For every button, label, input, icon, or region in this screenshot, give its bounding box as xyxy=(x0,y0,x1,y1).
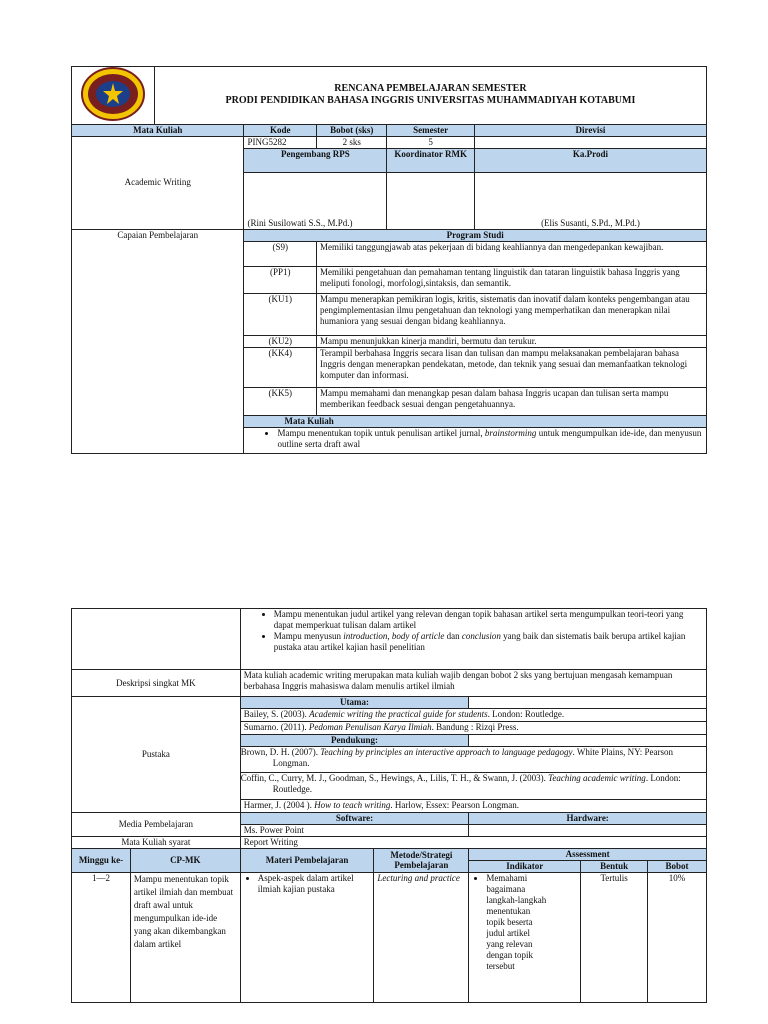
hardware-value xyxy=(469,825,707,837)
reference-item: Coffin, C., Curry, M. J., Goodman, S., Hewings, A., Lilis, T. H., & Swann, J. (2003). Teaching academic writing. London: Routledge. xyxy=(240,773,706,800)
pustaka-label: Pustaka xyxy=(72,697,241,813)
cpmk-header: CP-MK xyxy=(130,848,240,872)
cpl-code: (KU2) xyxy=(244,335,317,347)
list-item: • Mampu menentukan topik untuk penulisan artikel jurnal, brainstorming untuk mengumpulkan ide-ide, dan menyusun outline serta draft awal xyxy=(277,428,703,450)
hardware-header: Hardware: xyxy=(469,813,707,825)
reference-item: Sumarno. (2011). Pedoman Penulisan Karya Ilmiah. Bandung : Rizqi Press. xyxy=(240,722,706,735)
program-studi-header: Program Studi xyxy=(244,229,707,241)
cpl-text: Terampil berbahasa Inggris secara lisan dan tulisan dan mampu melaksanakan pembelajaran bahasa Inggris dengan menerapkan pendekatan, metode, dan teknik yang sesuai dan memanfaatkan teknologi komputer dan informasi. xyxy=(317,347,707,387)
kaprodi-name: (Elis Susanti, S.Pd., M.Pd.) xyxy=(474,172,706,229)
utama-header: Utama: xyxy=(240,697,469,709)
pengembang-name: (Rini Susilowati S.S., M.Pd.) xyxy=(244,172,387,229)
bobot-value: 2 sks xyxy=(317,136,387,148)
direvisi-value xyxy=(474,136,706,148)
capaian-label: Capaian Pembelajaran xyxy=(72,229,244,453)
reference-item: Harmer, J. (2004 ). How to teach writing. Harlow, Essex: Pearson Longman. xyxy=(240,800,706,813)
metode-value: Lecturing and practice xyxy=(374,872,469,1002)
assessment-header: Assessment xyxy=(469,848,707,860)
bobot-value: 10% xyxy=(648,872,707,1002)
cpl-code: (KK4) xyxy=(244,347,317,387)
cpl-code: (KU1) xyxy=(244,293,317,335)
header-title-cell xyxy=(154,67,706,125)
cpmk-list-cont xyxy=(240,609,706,670)
title-rps: RENCANA PEMBELAJARAN SEMESTER xyxy=(334,83,527,95)
reference-item: Brown, D. H. (2007). Teaching by principles an interactive approach to language pedagogy. White Plains, NY: Pearson Longman. xyxy=(240,747,706,773)
materi-header: Materi Pembelajaran xyxy=(240,848,374,872)
metode-header: Metode/Strategi Pembelajaran xyxy=(374,848,469,872)
mata-kuliah-header: Mata Kuliah xyxy=(72,124,244,136)
kode-value: PING5282 xyxy=(244,136,317,148)
cpl-text: Mampu menunjukkan kinerja mandiri, bermutu dan terukur. xyxy=(317,335,707,347)
university-logo xyxy=(80,67,146,121)
list-item: • Mampu menentukan judul artikel yang relevan dengan topik bahasan artikel serta mengumpulkan teori-teori yang dapat memperkuat tulisan dalam artikel xyxy=(274,609,703,631)
software-value: Ms. Power Point xyxy=(240,825,469,837)
syarat-value: Report Writing xyxy=(240,837,706,849)
mata-kuliah-cpmk-header: Mata Kuliah xyxy=(244,415,707,427)
cpl-code: (KK5) xyxy=(244,387,317,415)
cpl-text: Memiliki tanggungjawab atas pekerjaan di bidang keahliannya dan mengedepankan kewajiban. xyxy=(317,241,707,266)
cpl-text: Mampu memahami dan menangkap pesan dalam bahasa Inggris ucapan dan tulisan serta mampu memberikan feedback sesuai dengan pengetahuannya. xyxy=(317,387,707,415)
materi-value xyxy=(240,872,374,1002)
logo-cell xyxy=(72,67,155,125)
course-name: Academic Writing xyxy=(72,136,244,229)
reference-item: Bailey, S. (2003). Academic writing the practical guide for students. London: Routledge. xyxy=(240,709,706,722)
rps-table-page2 xyxy=(71,608,707,1003)
cpl-code: (S9) xyxy=(244,241,317,266)
indikator-header: Indikator xyxy=(469,860,581,872)
pendukung-header: Pendukung: xyxy=(240,735,469,747)
kode-header: Kode xyxy=(244,124,317,136)
minggu-header: Minggu ke- xyxy=(72,848,131,872)
bentuk-value: Tertulis xyxy=(581,872,648,1002)
kaprodi-header: Ka.Prodi xyxy=(474,148,706,172)
utama-blank xyxy=(469,697,707,709)
cpmk-list xyxy=(244,427,707,453)
semester-header: Semester xyxy=(387,124,475,136)
list-item: • Mampu menyusun introduction, body of article dan conclusion yang baik dan sistematis baik berupa artikel kajian pustaka atau artikel kajian hasil penelitian xyxy=(274,631,703,653)
direvisi-header: Direvisi xyxy=(474,124,706,136)
minggu-value: 1—2 xyxy=(72,872,131,1002)
cpl-text: Memiliki pengetahuan dan pemahaman tentang linguistik dan tataran linguistik bahasa Inggris yang meliputi fonologi, morfologi,sintaksis, dan semantik. xyxy=(317,266,707,293)
rps-table-page1 xyxy=(71,66,707,454)
list-item: • Aspek-aspek dalam artikel ilmiah kajian pustaka xyxy=(258,873,371,895)
pendukung-blank xyxy=(469,735,707,747)
bobot-header: Bobot (sks) xyxy=(317,124,387,136)
koordinator-name xyxy=(387,172,475,229)
indikator-value xyxy=(469,872,581,1002)
title-prodi: PRODI PENDIDIKAN BAHASA INGGRIS UNIVERSITAS MUHAMMADIYAH KOTABUMI xyxy=(225,95,636,107)
koordinator-header: Koordinator RMK xyxy=(387,148,475,172)
deskripsi-label: Deskripsi singkat MK xyxy=(72,670,241,697)
deskripsi-text: Mata kuliah academic writing merupakan mata kuliah wajib dengan bobot 2 sks yang bertujuan mengasah kemampuan berbahasa Inggris mahasiswa dalam menulis artikel ilmiah xyxy=(240,670,706,697)
cpl-text: Mampu menerapkan pemikiran logis, kritis, sistematis dan inovatif dalam konteks pengembangan atau pengimplementasian ilmu pengetahuan dan teknologi yang memperhatikan dan menerapkan nilai humaniora yang sesuai dengan bidang keahliannya. xyxy=(317,293,707,335)
software-header: Software: xyxy=(240,813,469,825)
list-item: • Memahami bagaimana langkah-langkah menentukan topik beserta judul artikel yang relevan dengan topik tersebut xyxy=(486,873,548,972)
bentuk-header: Bentuk xyxy=(581,860,648,872)
cpl-code: (PP1) xyxy=(244,266,317,293)
syarat-label: Mata Kuliah syarat xyxy=(72,837,241,849)
cpmk-cont-label xyxy=(72,609,241,670)
pengembang-header: Pengembang RPS xyxy=(244,148,387,172)
bobot-header: Bobot xyxy=(648,860,707,872)
media-label: Media Pembelajaran xyxy=(72,813,241,837)
semester-value: 5 xyxy=(387,136,475,148)
cpmk-value: Mampu menentukan topik artikel ilmiah dan membuat draft awal untuk mengumpulkan ide-ide yang akan dikembangkan dalam artikel xyxy=(130,872,240,1002)
